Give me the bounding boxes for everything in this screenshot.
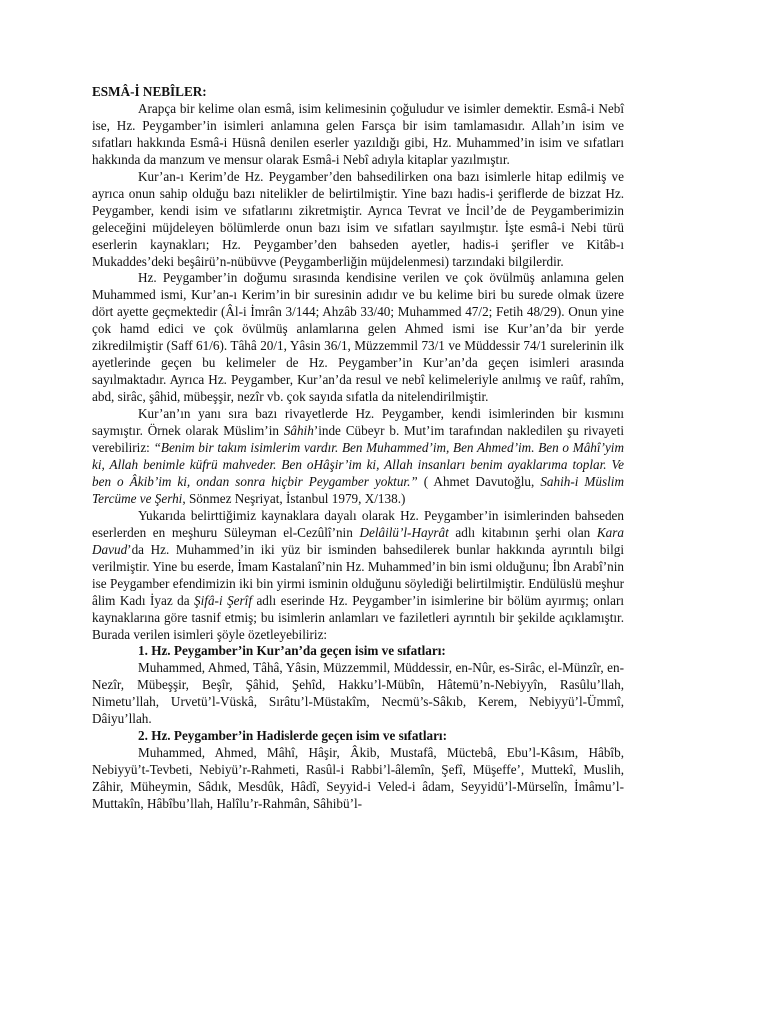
list-quran-names: Muhammed, Ahmed, Tâhâ, Yâsin, Müzzemmil, Müddessir, en-Nûr, es-Sirâc, el-Münzîr, en-Nezîr, Mübeşşir, Beşîr, Şâhid, Şehîd, Hakku’l-Mübîn, Hâtemü’n-Nebiyyîn, Rasûlu’llah, Nimetu’llah, Urvetü’l-Vüskâ, Sırâtu’l-Müstakîm, Necmü’s-Sâkıb, Kerem, Nebiyyü’l-Ümmî, Dâiyu’llah. [92,660,624,727]
book-title-sahih: Sâhih [283,423,314,439]
document-page [92,84,624,813]
text-run: ( Ahmet Davutoğlu, [417,473,541,489]
book-title-delail: Delâilü’l-Hayrât [359,524,449,540]
text-run: adlı eserinde Hz. Peygamber’in isimlerine bir bölüm ayırmış; onları kaynaklarına göre tasnif etmiş; bu isimlerin anlamları ve faziletleri ayrıntılı bir şekilde açıklamıştır. Burada verilen isimleri şöyle özetleyebiliriz: [92,592,624,642]
book-title-kara-davud: Kara Davud [92,524,624,557]
paragraph-intro: Arapça bir kelime olan esmâ, isim kelimesinin çoğuludur ve isimler demektir. Esmâ-i Nebî ise, Hz. Peygamber’in isimleri anlamına gelen Farsça bir isim tamlamasıdır. Allah’ın isim ve sıfatları hakkında Esmâ-i Hüsnâ denilen eserler yazıldığı gibi, Hz. Muhammed’in isim ve sıfatları hakkında da manzum ve mensur olarak Esmâ-i Nebî adıyla kitaplar yazılmıştır. [92,100,624,167]
book-title-sifa: Şifâ-i Şerîf [194,592,252,608]
book-title-tercume: Sahih-i Müslim Tercüme ve Şerhi [92,473,624,506]
text-run: ’inde Cübeyr b. Mut’im tarafından nakledilen şu rivayeti verebiliriz: [92,423,624,456]
text-run: adlı kitabının şerhi olan [448,524,597,540]
paragraph-quran-sources: Kur’an-ı Kerim’de Hz. Peygamber’den bahsedilirken ona bazı isimlerle hitap edilmiş ve ayrıca onun sahip olduğu bazı nitelikler de belirtilmiştir. Yine bazı hadis-i şeriflerde de bizzat Hz. Peygamber, kendi isim ve sıfatlarını zikretmiştir. Ayrıca Tevrat ve İncil’de de Peygamberimizin geleceğini müjdeleyen bölümlerde onun bazı isim ve sıfatları sayılmıştır. İşte esmâ-i Nebi türü eserlerin kaynakları; Hz. Peygamber’den bahseden ayetler, hadis-i şerifler ve Kitâb-ı Mukaddes’deki beşâirü’n-nübüvve (Peygamberliğin müjdelenmesi) tarzındaki bilgilerdir. [92,168,624,269]
hadith-quote: “Benim bir takım isimlerim vardır. Ben Muhammed’im, Ben Ahmed’im. Ben o Mâhî’yim ki, Allah benimle küfrü mahveder. Ben oHâşir’im ki, Allah insanları benim ayaklarıma toplar. Ve ben o Âkib’im ki, ondan sonra hiçbir Peygamber yoktur.” [92,440,624,489]
section-heading-quran-names: 1. Hz. Peygamber’in Kur’an’da geçen isim ve sıfatları: [138,643,446,659]
list-hadith-names: Muhammed, Ahmed, Mâhî, Hâşir, Âkib, Mustafâ, Müctebâ, Ebu’l-Kâsım, Hâbîb, Nebiyyü’t-Tevbeti, Nebiyü’r-Rahmeti, Rasûl-i Rabbi’l-âlemîn, Şefî, Müşeffe’, Muttekî, Muslih, Zâhir, Müheymin, Sâdık, Mesdûk, Hâdî, Seyyid-i Veled-i âdam, Seyyidü’l-Mürselîn, İmâmu’l-Muttakîn, Hâbîbu’llah, Halîlu’r-Rahmân, Sâhibü’l- [92,745,624,812]
paragraph-muhammad-name: Hz. Peygamber’in doğumu sırasında kendisine verilen ve çok övülmüş anlamına gelen Muhammed ismi, Kur’an-ı Kerim’in bir suresinin adıdır ve bu kelime biri bu surede olmak üzere dört ayette geçmektedir (Âl-i İmrân 3/144; Ahzâb 33/40; Muhammed 47/2; Fetih 48/29). Onun yine çok hamd edici ve çok övülmüş anlamlarına gelen Ahmed ismi ise Kur’an’da bir yerde zikredilmiştir (Saff 61/6). Tâhâ 20/1, Yâsin 36/1, Müzzemmil 73/1 ve Müddessir 74/1 surelerinin ilk ayetlerinde geçen bu kelimeler de Hz. Peygamber’in Kur’an’da geçen isimleri arasında sayılmaktadır. Ayrıca Hz. Peygamber, Kur’an’da resul ve nebî kelimeleriyle anılmış ve raûf, rahîm, abd, sirâc, şâhid, mübeşşir, nezîr vb. çok sayıda sıfatla da nitelendirilmiştir. [92,270,624,405]
text-run: Kur’an’ın yanı sıra bazı rivayetlerde Hz. Peygamber, kendi isimlerinden bir kısmını saymıştır. Örnek olarak Müslim’in [92,406,624,439]
paragraph-works [92,508,624,644]
document-title: ESMÂ-İ NEBÎLER: [92,84,207,99]
paragraph-hadith-narration [92,406,624,508]
text-run: ’da Hz. Muhammed’in iki yüz bir isminden bahsedilerek bunlar hakkında ayrıntılı bilgi verilmiştir. Yine bu eserde, İmam Kastalanî’nin Hz. Muhammed’in bin ismi olduğunu; İbn Arabî’nin ise Peygamber efendimizin iki bin yirmi isminin olduğunu söylediği belirtilmiştir. Endülüslü meşhur âlim Kadı İyaz da [92,541,624,608]
text-run: , Sönmez Neşriyat, İstanbul 1979, X/138.) [182,490,406,506]
text-run: Yukarıda belirttiğimiz kaynaklara dayalı olarak Hz. Peygamber’in isimlerinden bahseden eserlerden en meşhuru Süleyman el-Cezûlî’nin [92,507,624,540]
section-heading-hadith-names: 2. Hz. Peygamber’in Hadislerde geçen isim ve sıfatları: [138,728,447,744]
